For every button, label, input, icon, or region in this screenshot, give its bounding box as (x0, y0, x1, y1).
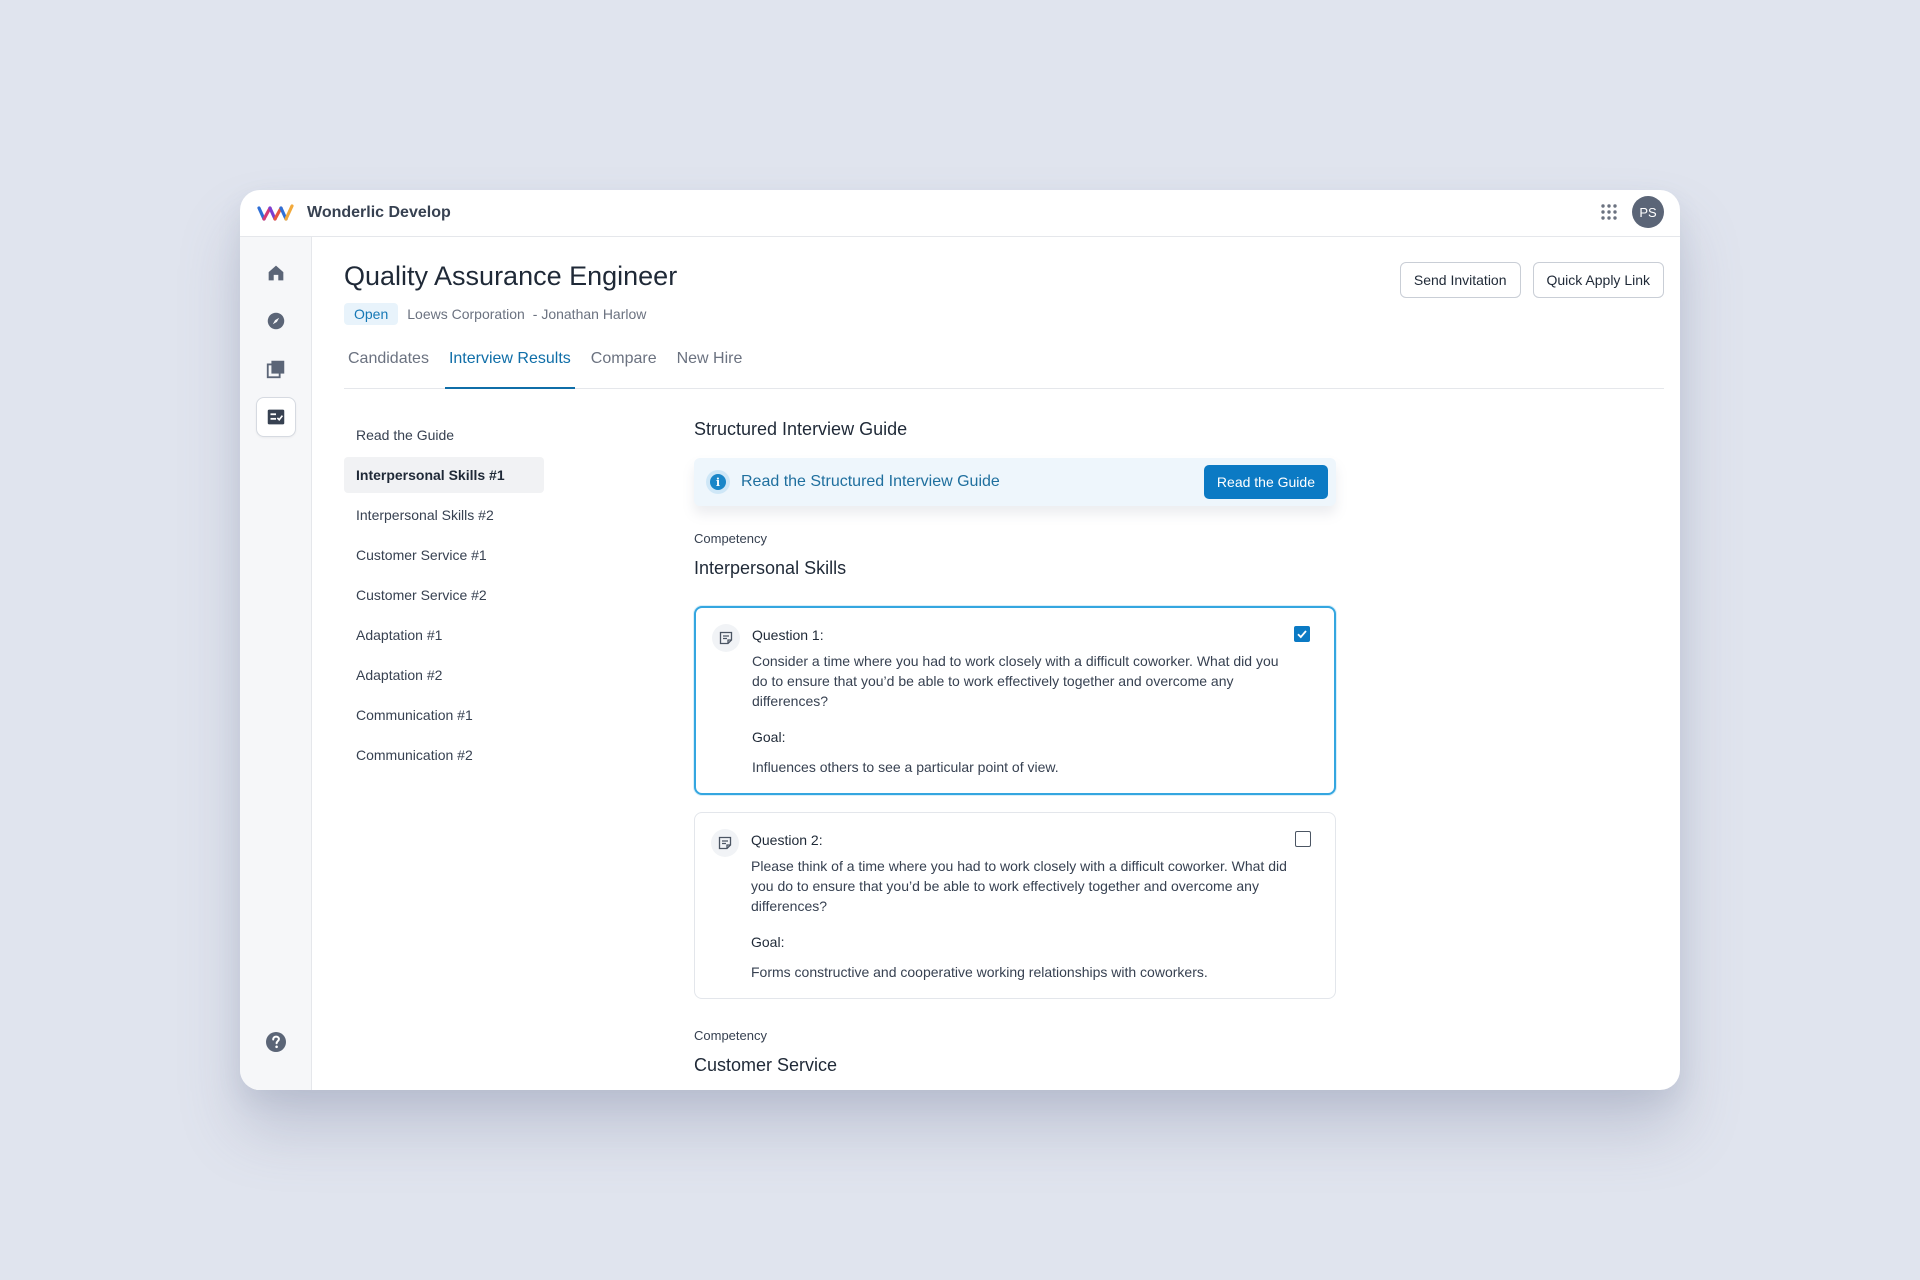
question-checkbox[interactable] (1295, 831, 1311, 847)
question-nav (344, 417, 544, 777)
nav-item-adaptation-2[interactable]: Adaptation #2 (356, 667, 443, 683)
competency-label: Competency (694, 531, 767, 546)
banner-text: Read the Structured Interview Guide (741, 473, 1000, 490)
checklist-icon (265, 406, 287, 428)
nav-item-customer-service-2[interactable]: Customer Service #2 (356, 587, 487, 603)
question-card[interactable] (694, 812, 1336, 999)
tab-candidates[interactable]: Candidates (348, 350, 429, 367)
competency-label: Competency (694, 1028, 767, 1043)
notes-icon (711, 829, 739, 857)
goal-text: Forms constructive and cooperative working relationships with coworkers. (751, 964, 1208, 980)
competency-name: Interpersonal Skills (694, 558, 847, 578)
nav-item-adaptation-1[interactable]: Adaptation #1 (356, 627, 443, 643)
question-text: Consider a time where you had to work closely with a difficult coworker. What did you do to ensure that you’d be able to work effectively together and overcome any differences? (752, 653, 1279, 709)
help-icon[interactable] (264, 1030, 288, 1054)
goal-text: Influences others to see a particular point of view. (752, 759, 1059, 775)
guide-content (694, 417, 1336, 1076)
nav-item-read-guide[interactable]: Read the Guide (356, 427, 455, 443)
status-badge: Open (344, 303, 398, 325)
notes-icon (712, 624, 740, 652)
send-invitation-button[interactable]: Send Invitation (1400, 262, 1521, 298)
sidebar (240, 237, 312, 1090)
nav-item-customer-service-1[interactable]: Customer Service #1 (356, 547, 487, 563)
owner-name: - Jonathan Harlow (532, 306, 647, 322)
tab-interview-results[interactable]: Interview Results (445, 345, 575, 389)
competency-name: Customer Service (694, 1055, 838, 1075)
app-window (240, 190, 1680, 1090)
compass-icon (265, 310, 287, 332)
job-meta (344, 303, 646, 325)
tab-new-hire[interactable]: New Hire (676, 350, 743, 367)
sidebar-item-interviews[interactable] (256, 397, 296, 437)
sidebar-item-home[interactable] (256, 253, 296, 293)
brand[interactable] (255, 200, 451, 226)
goal-label: Goal: (751, 934, 785, 950)
main-content (312, 237, 1680, 1090)
wonderlic-logo-icon (255, 200, 297, 226)
header-actions (1388, 262, 1664, 298)
info-icon: i (706, 470, 730, 494)
nav-item-interpersonal-1[interactable]: Interpersonal Skills #1 (344, 457, 544, 493)
section-title: Structured Interview Guide (694, 419, 908, 439)
question-label: Question 1: (752, 627, 824, 643)
app-name: Wonderlic Develop (307, 204, 451, 221)
apps-grid-icon[interactable] (1600, 203, 1618, 221)
question-text: Please think of a time where you had to work closely with a difficult coworker. What did you do to ensure that you’d be able to work effectively together and overcome any differences? (751, 858, 1287, 914)
tab-bar (344, 345, 1664, 389)
nav-item-communication-2[interactable]: Communication #2 (356, 747, 473, 763)
goal-label: Goal: (752, 729, 786, 745)
guide-banner (694, 458, 1336, 506)
quick-apply-link-button[interactable]: Quick Apply Link (1533, 262, 1665, 298)
page-title: Quality Assurance Engineer (344, 261, 678, 291)
sidebar-item-explore[interactable] (256, 301, 296, 341)
read-guide-button[interactable]: Read the Guide (1204, 465, 1328, 499)
home-icon (265, 262, 287, 284)
company-name: Loews Corporation (407, 306, 525, 322)
question-checkbox[interactable] (1294, 626, 1310, 642)
question-label: Question 2: (751, 832, 823, 848)
avatar[interactable]: PS (1632, 196, 1664, 228)
tab-compare[interactable]: Compare (590, 350, 657, 367)
nav-item-communication-1[interactable]: Communication #1 (356, 707, 473, 723)
sidebar-item-library[interactable] (256, 349, 296, 389)
top-bar (240, 190, 1680, 237)
library-icon (265, 358, 287, 380)
nav-item-interpersonal-2[interactable]: Interpersonal Skills #2 (356, 507, 494, 523)
question-card[interactable] (694, 606, 1336, 795)
